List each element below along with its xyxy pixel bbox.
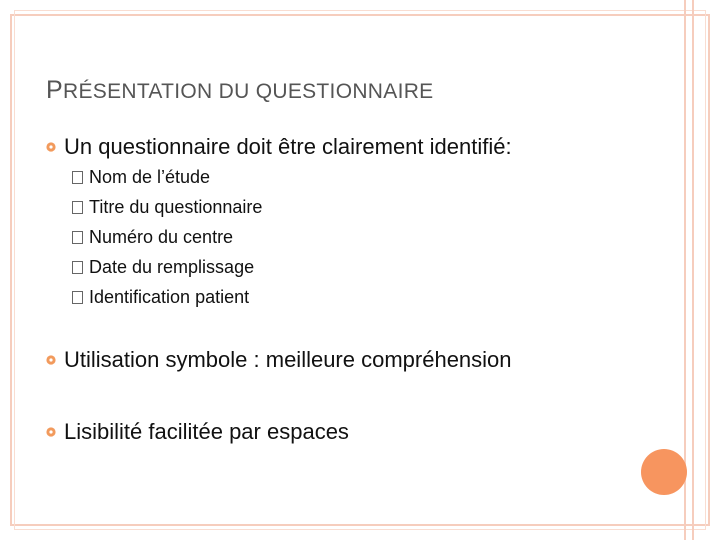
checkbox-icon	[72, 201, 83, 214]
gear-icon	[46, 355, 56, 365]
bullet-item	[46, 419, 349, 445]
slide-title-rest: RÉSENTATION DU QUESTIONNAIRE	[62, 80, 434, 103]
checkbox-icon	[72, 171, 83, 184]
bullet-text: Utilisation symbole : meilleure compréhension	[64, 347, 512, 372]
bullet-text: Un questionnaire doit être clairement identifié:	[64, 134, 512, 159]
side-line-right	[692, 0, 694, 540]
sub-item	[72, 197, 262, 218]
gear-icon	[46, 427, 56, 437]
sub-item	[72, 287, 249, 308]
checkbox-icon	[72, 231, 83, 244]
gear-icon	[46, 142, 56, 152]
slide-title-initial: P	[46, 76, 63, 104]
bullet-text: Lisibilité facilitée par espaces	[64, 419, 349, 444]
sub-item-text: Numéro du centre	[89, 227, 234, 247]
side-line-left	[684, 0, 686, 540]
sub-item-text: Nom de l’étude	[89, 167, 211, 187]
sub-item	[72, 257, 254, 278]
bullet-item	[46, 347, 512, 373]
sub-item-text: Identification patient	[89, 287, 250, 307]
slide-title	[46, 76, 433, 105]
accent-dot	[641, 449, 687, 495]
checkbox-icon	[72, 291, 83, 304]
sub-item-text: Date du remplissage	[89, 257, 255, 277]
sub-item	[72, 167, 210, 188]
sub-item-text: Titre du questionnaire	[89, 197, 263, 217]
checkbox-icon	[72, 261, 83, 274]
bullet-item	[46, 134, 512, 160]
sub-item	[72, 227, 233, 248]
